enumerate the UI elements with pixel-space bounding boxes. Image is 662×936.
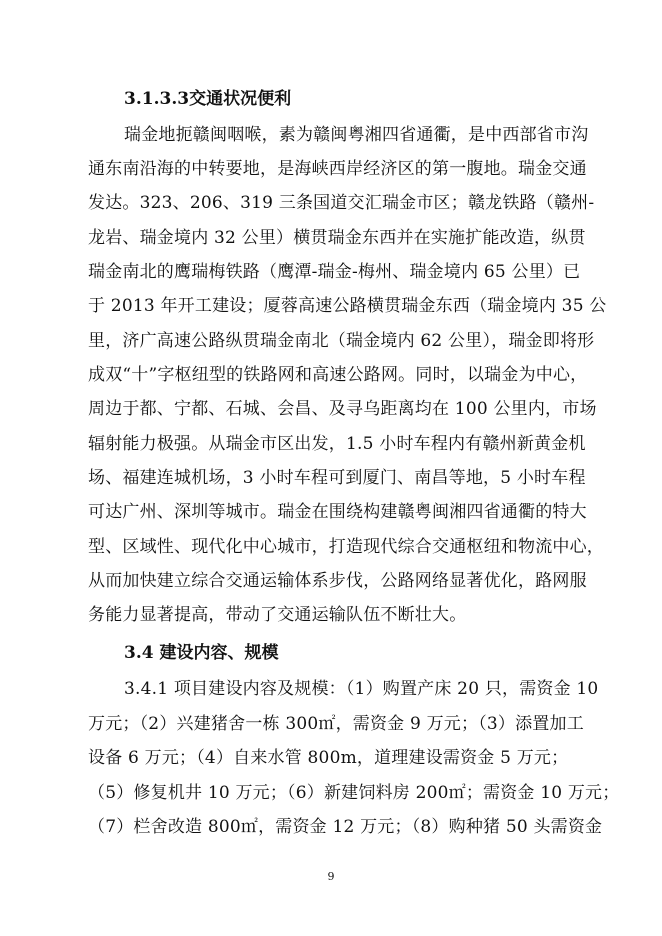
paragraph-line: 万元；（2）兴建猪舍一栋 300㎡，需资金 9 万元；（3）添置加工 — [88, 714, 584, 734]
paragraph-line: 设备 6 万元；（4）自来水管 800m，道理建设需资金 5 万元； — [88, 748, 569, 768]
paragraph-line: 于 2013 年开工建设；厦蓉高速公路横贯瑞金东西（瑞金境内 35 公 — [88, 296, 607, 316]
paragraph-line: 瑞金地扼赣闽咽喉，素为赣闽粤湘四省通衢，是中西部省市沟 — [124, 125, 589, 145]
paragraph-line: 务能力显著提高，带动了交通运输队伍不断壮大。 — [88, 605, 467, 625]
section-heading-traffic: 3.1.3.3交通状况便利 — [124, 89, 292, 109]
paragraph-line: 通东南沿海的中转要地，是海峡西岸经济区的第一腹地。瑞金交通 — [88, 159, 587, 179]
section-heading-scale: 3.4 建设内容、规模 — [124, 643, 279, 663]
paragraph-line: 发达。323、206、319 三条国道交汇瑞金市区；赣龙铁路（赣州- — [88, 193, 595, 213]
paragraph-line: 周边于都、宁都、石城、会昌、及寻乌距离均在 100 公里内，市场 — [88, 399, 597, 419]
paragraph-line: 从而加快建立综合交通运输体系步伐，公路网络显著优化，路网服 — [88, 571, 587, 591]
paragraph-line: 辐射能力极强。从瑞金市区出发，1.5 小时车程内有赣州新黄金机 — [88, 434, 586, 454]
paragraph-line: 龙岩、瑞金境内 32 公里）横贯瑞金东西并在实施扩能改造，纵贯 — [88, 228, 586, 248]
paragraph-line: （5）修复机井 10 万元；（6）新建饲料房 200㎡；需资金 10 万元； — [88, 783, 620, 803]
paragraph-line: 瑞金南北的鹰瑞梅铁路（鹰潭-瑞金-梅州、瑞金境内 65 公里）已 — [88, 262, 581, 282]
paragraph-line: 场、福建连城机场，3 小时车程可到厦门、南昌等地，5 小时车程 — [88, 468, 586, 488]
paragraph-line: 3.4.1 项目建设内容及规模：（1）购置产床 20 只，需资金 10 — [124, 679, 599, 699]
paragraph-line: 可达广州、深圳等城市。瑞金在围绕构建赣粤闽湘四省通衢的特大 — [88, 502, 587, 522]
paragraph-line: 型、区域性、现代化中心城市，打造现代综合交通枢纽和物流中心， — [88, 537, 604, 557]
paragraph-line: （7）栏舍改造 800㎡，需资金 12 万元；（8）购种猪 50 头需资金 — [88, 817, 603, 837]
paragraph-line: 成双“十”字枢纽型的铁路网和高速公路网。同时，以瑞金为中心， — [88, 365, 588, 385]
page-number: 9 — [327, 870, 335, 883]
paragraph-line: 里，济广高速公路纵贯瑞金南北（瑞金境内 62 公里），瑞金即将形 — [88, 331, 595, 351]
